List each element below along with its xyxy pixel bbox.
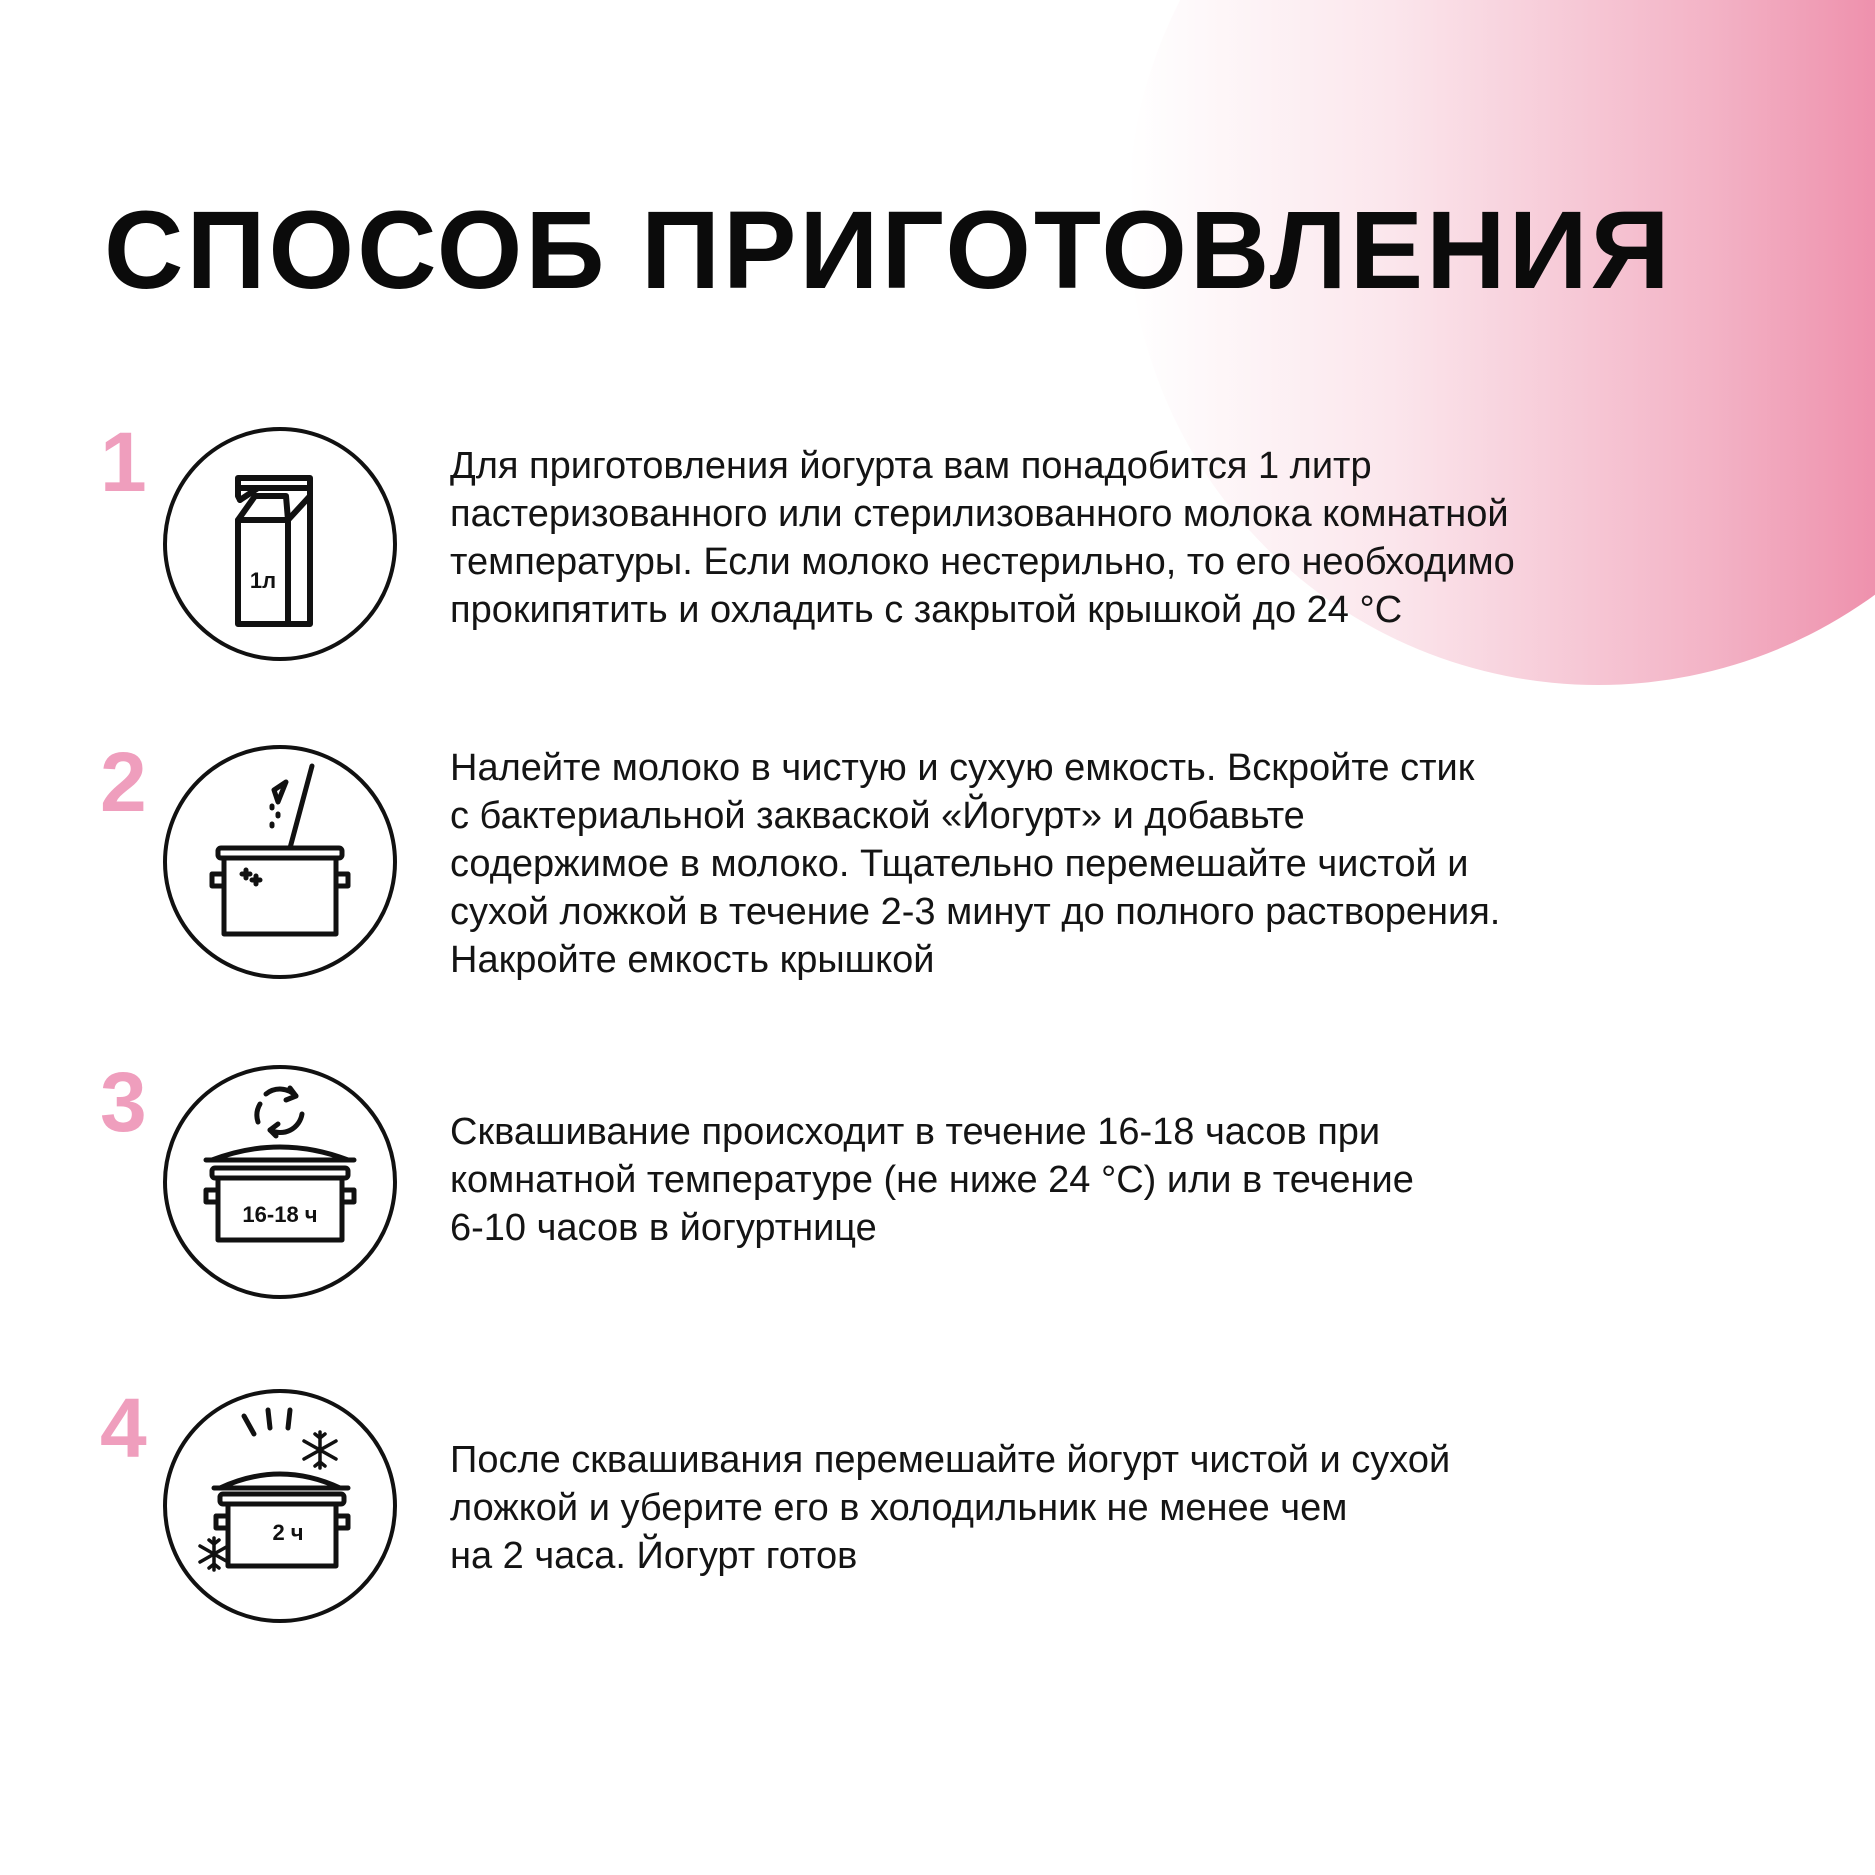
step-number: 4 [100, 1381, 147, 1475]
fridge-time-label: 2 ч [272, 1520, 304, 1545]
step-line: с бактериальной закваской «Йогурт» и добавьте [450, 795, 1305, 837]
step-text [450, 744, 1690, 984]
step-line: 6-10 часов в йогуртнице [450, 1207, 877, 1249]
step-line: Налейте молоко в чистую и сухую емкость. Вскройте стик [450, 747, 1475, 789]
step-line: сухой ложкой в течение 2-3 минут до полного растворения. [450, 891, 1501, 933]
step-line: содержимое в молоко. Тщательно перемешайте чистой и [450, 843, 1469, 885]
step-line: прокипятить и охладить с закрытой крышкой до 24 °С [450, 589, 1403, 631]
carton-label: 1л [249, 568, 277, 593]
step-line: Сквашивание происходит в течение 16-18 часов при [450, 1111, 1381, 1153]
step-line: Накройте емкость крышкой [450, 939, 935, 981]
step-line: температуры. Если молоко нестерильно, то его необходимо [450, 541, 1515, 583]
step-text [450, 1436, 1690, 1580]
timer-label: 16-18 ч [242, 1202, 318, 1227]
step-line: ложкой и уберите его в холодильник не менее чем [450, 1487, 1348, 1529]
pot-with-spoon-icon [162, 744, 398, 980]
step-line: Для приготовления йогурта вам понадобится 1 литр [450, 445, 1372, 487]
step-number: 1 [100, 415, 147, 509]
step-line: После сквашивания перемешайте йогурт чистой и сухой [450, 1439, 1451, 1481]
step-text [450, 442, 1690, 634]
step-text [450, 1108, 1690, 1252]
step-line: на 2 часа. Йогурт готов [450, 1535, 858, 1577]
step-number: 2 [100, 735, 147, 829]
milk-carton-icon [162, 426, 398, 662]
step-number: 3 [100, 1055, 147, 1149]
step-line: комнатной температуре (не ниже 24 °С) или в течение [450, 1159, 1414, 1201]
covered-pot-timer-icon [162, 1064, 398, 1300]
pot-in-fridge-icon [162, 1388, 398, 1624]
step-line: пастеризованного или стерилизованного молока комнатной [450, 493, 1509, 535]
page-title: СПОСОБ ПРИГОТОВЛЕНИЯ [104, 189, 1673, 312]
